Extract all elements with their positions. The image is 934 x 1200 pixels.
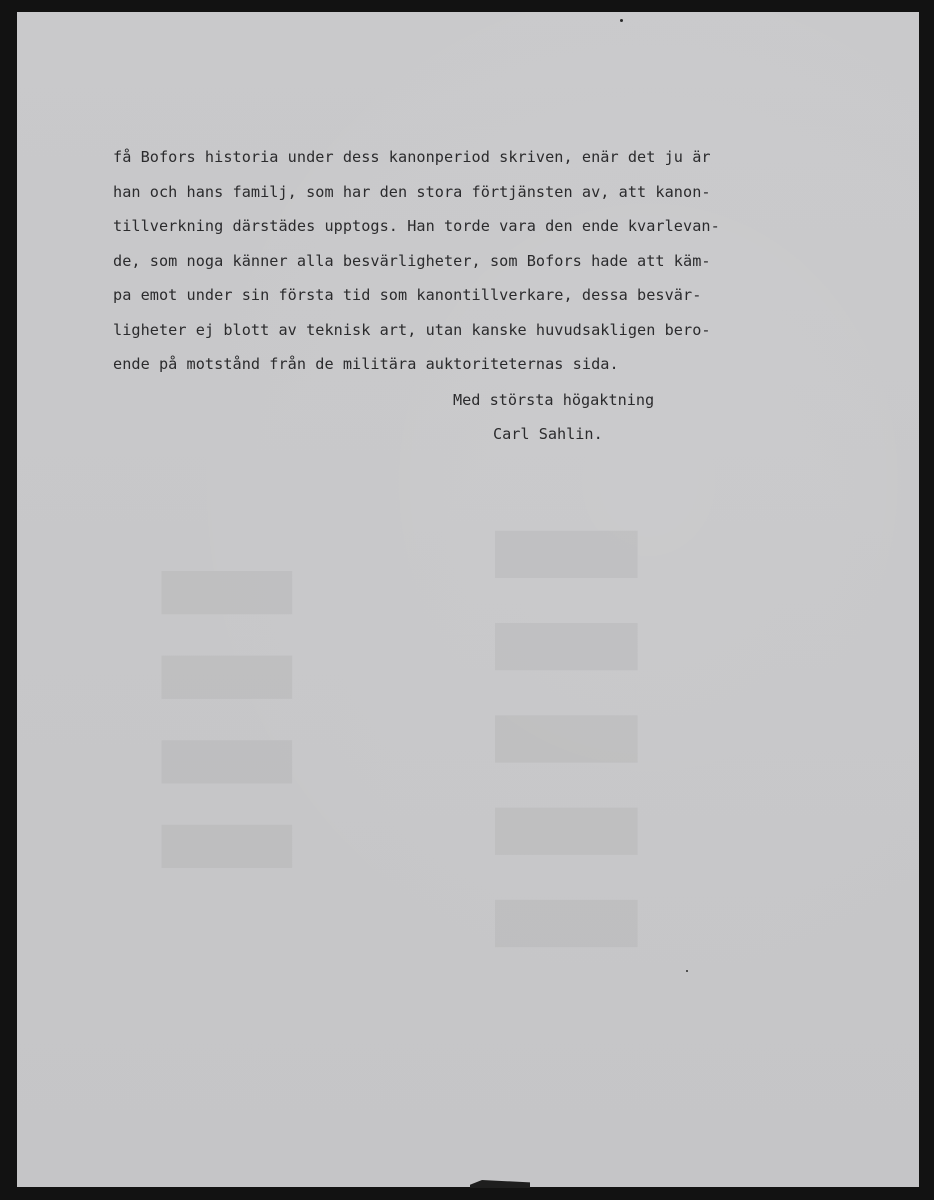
letter-line: pa emot under sin första tid som kanontillverkare, dessa besvär- xyxy=(113,286,702,304)
speck xyxy=(686,970,688,972)
letter-line: ende på motstånd från de militära auktoriteternas sida. xyxy=(113,355,619,373)
letter-line: de, som noga känner alla besvärligheter, som Bofors hade att käm- xyxy=(113,251,711,270)
bleed-through-marks-left: ▌▌▌▌ xyxy=(163,572,292,911)
letter-line: tillverkning därstädes upptogs. Han torde vara den ende kvarlevan- xyxy=(113,217,720,235)
letter-line: han och hans familj, som har den stora förtjänsten av, att kanon- xyxy=(113,182,711,201)
speck xyxy=(620,19,623,22)
letter-signature: Carl Sahlin. xyxy=(493,425,603,443)
letter-line: ligheter ej blott av teknisk art, utan kanske huvudsakligen bero- xyxy=(113,320,711,339)
letter-line: få Bofors historia under dess kanonperiod skriven, enär det ju är xyxy=(113,148,711,166)
bleed-through-marks: ▌▌▌▌▌ xyxy=(496,532,637,994)
letter-body xyxy=(113,140,833,382)
letter-closing: Med största högaktning xyxy=(453,391,655,409)
